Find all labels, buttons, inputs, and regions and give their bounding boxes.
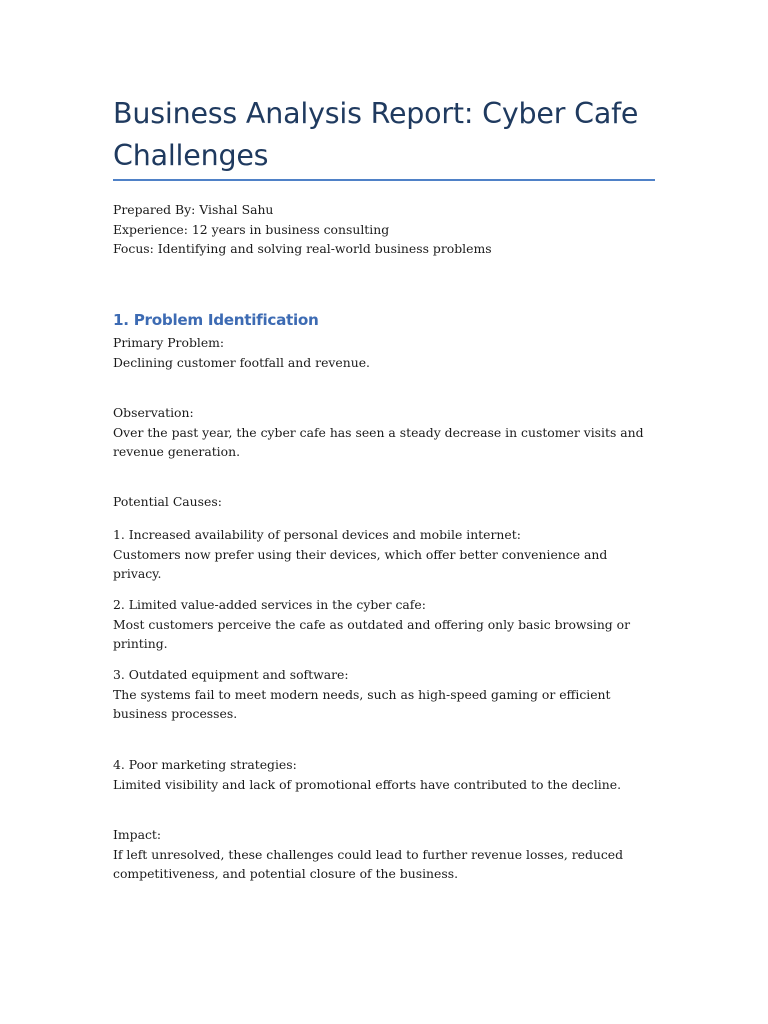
cause-item	[113, 665, 658, 724]
cause-item	[113, 755, 658, 794]
cause-text: Most customers perceive the cafe as outdated and offering only basic browsing or printing.	[113, 616, 631, 651]
cause-item	[113, 595, 658, 654]
cause-text: The systems fail to meet modern needs, such as high-speed gaming or efficient business processes.	[113, 686, 611, 721]
potential-causes-label: Potential Causes:	[113, 494, 222, 509]
observation-text: Over the past year, the cyber cafe has seen a steady decrease in customer visits and revenue generation.	[113, 424, 644, 459]
report-meta	[113, 200, 658, 259]
cause-text: Limited visibility and lack of promotional efforts have contributed to the decline.	[113, 776, 622, 792]
impact	[113, 825, 658, 884]
section-heading-problem-identification: 1. Problem Identification	[113, 311, 319, 329]
primary-problem-label: Primary Problem:	[113, 335, 225, 350]
focus: Focus: Identifying and solving real-world business problems	[113, 241, 492, 256]
cause-label: 4. Poor marketing strategies:	[113, 757, 297, 772]
cause-text: Customers now prefer using their devices, which offer better convenience and privacy.	[113, 546, 608, 581]
observation	[113, 403, 658, 462]
experience: Experience: 12 years in business consulting	[113, 221, 390, 237]
impact-text: If left unresolved, these challenges could lead to further revenue losses, reduced competitiveness, and potential closure of the business.	[113, 846, 624, 881]
cause-label: 3. Outdated equipment and software:	[113, 667, 349, 682]
document-title: Business Analysis Report: Cyber Cafe Challenges	[113, 97, 639, 172]
cause-item	[113, 525, 658, 584]
title-divider	[113, 179, 655, 181]
cause-label: 2. Limited value-added services in the cyber cafe:	[113, 597, 426, 612]
cause-label: 1. Increased availability of personal devices and mobile internet:	[113, 527, 521, 542]
primary-problem-text: Declining customer footfall and revenue.	[113, 354, 370, 370]
observation-label: Observation:	[113, 405, 194, 420]
primary-problem	[113, 333, 658, 372]
impact-label: Impact:	[113, 827, 162, 842]
prepared-by: Prepared By: Vishal Sahu	[113, 202, 274, 217]
